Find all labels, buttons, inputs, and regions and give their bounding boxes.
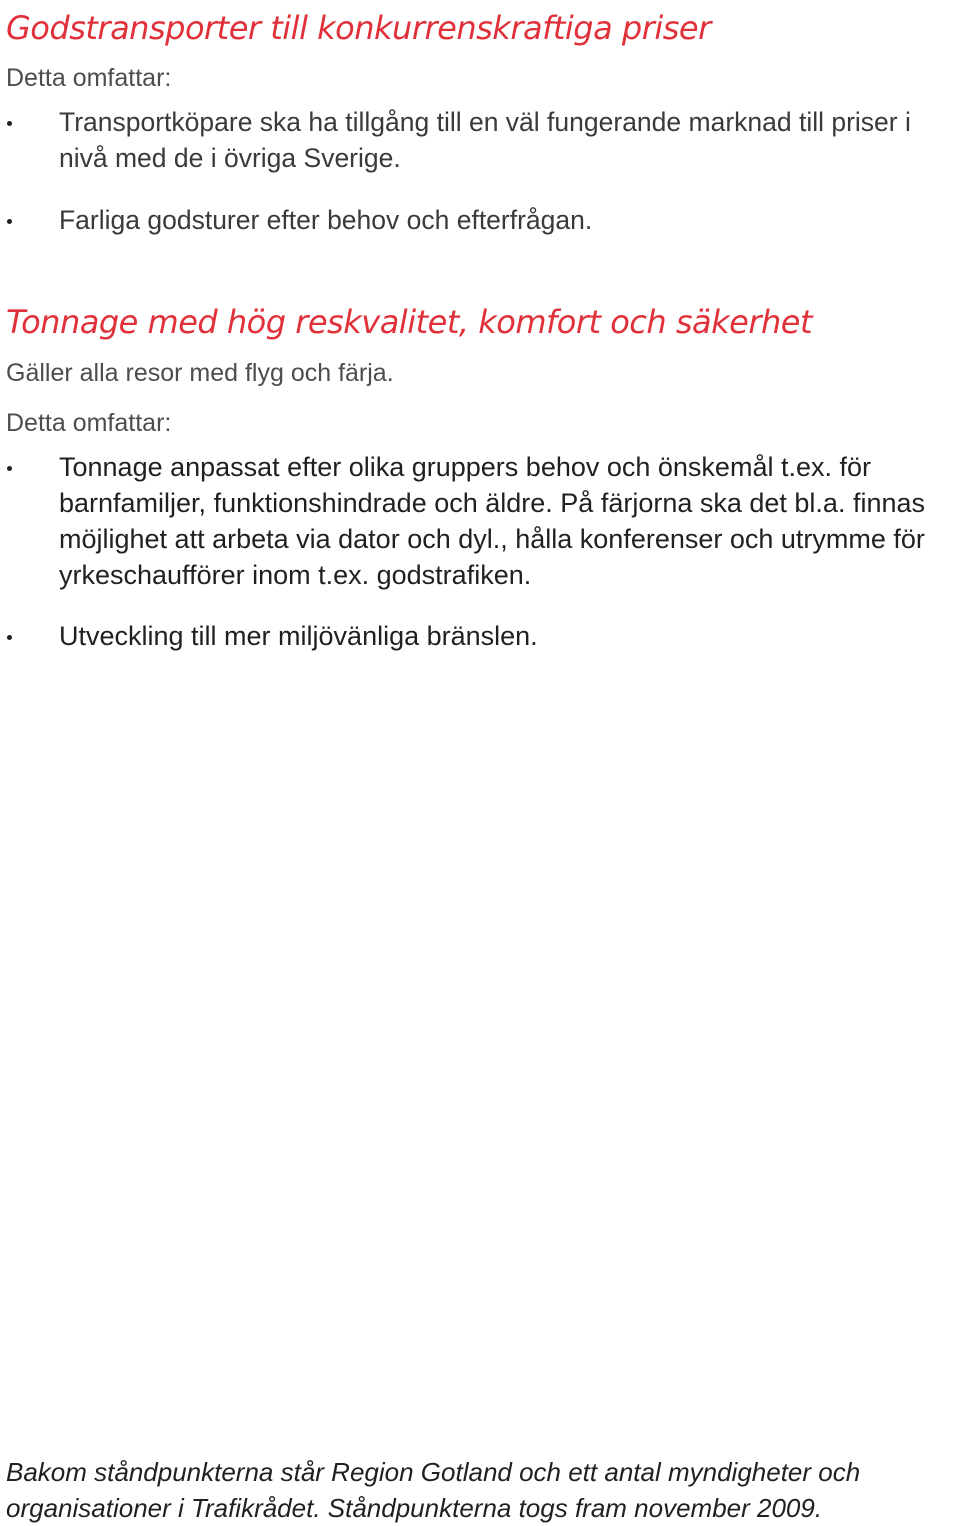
list-item (0, 618, 960, 654)
list-item-text: Tonnage anpassat efter olika gruppers behov och önskemål t.ex. för barnfamiljer, funktionshindrade och äldre. På färjorna ska det bl.a. finnas möjlighet att arbeta via dator och dyl., hålla konferenser och utrymme för yrkeschaufförer inom t.ex. godstrafiken. (59, 452, 926, 590)
scope-label: Detta omfattar: (6, 64, 172, 92)
bullet-icon (7, 121, 12, 126)
list-item-text: Utveckling till mer miljövänliga bränslen. (59, 621, 538, 651)
bullet-list (0, 104, 960, 238)
section-intro: Gäller alla resor med flyg och färja. (6, 359, 394, 387)
section-heading-tonnage: Tonnage med hög reskvalitet, komfort och säkerhet (6, 303, 812, 341)
bullet-icon (7, 466, 12, 471)
bullet-icon (7, 635, 12, 640)
list-item-text: Farliga godsturer efter behov och efterfrågan. (59, 205, 593, 235)
list-item-text: Transportköpare ska ha tillgång till en väl fungerande marknad till priser i nivå med de i övriga Sverige. (59, 107, 911, 173)
footer-note: Bakom ståndpunkterna står Region Gotland och ett antal myndigheter och organisationer i Trafikrådet. Ståndpunkterna togs fram november 2009. (6, 1457, 861, 1523)
section-heading-godstransporter: Godstransporter till konkurrenskraftiga priser (6, 9, 711, 47)
list-item (0, 449, 960, 593)
bullet-icon (7, 219, 12, 224)
scope-label: Detta omfattar: (6, 409, 172, 437)
list-item (0, 202, 960, 238)
list-item (0, 104, 960, 176)
bullet-list (0, 449, 960, 654)
